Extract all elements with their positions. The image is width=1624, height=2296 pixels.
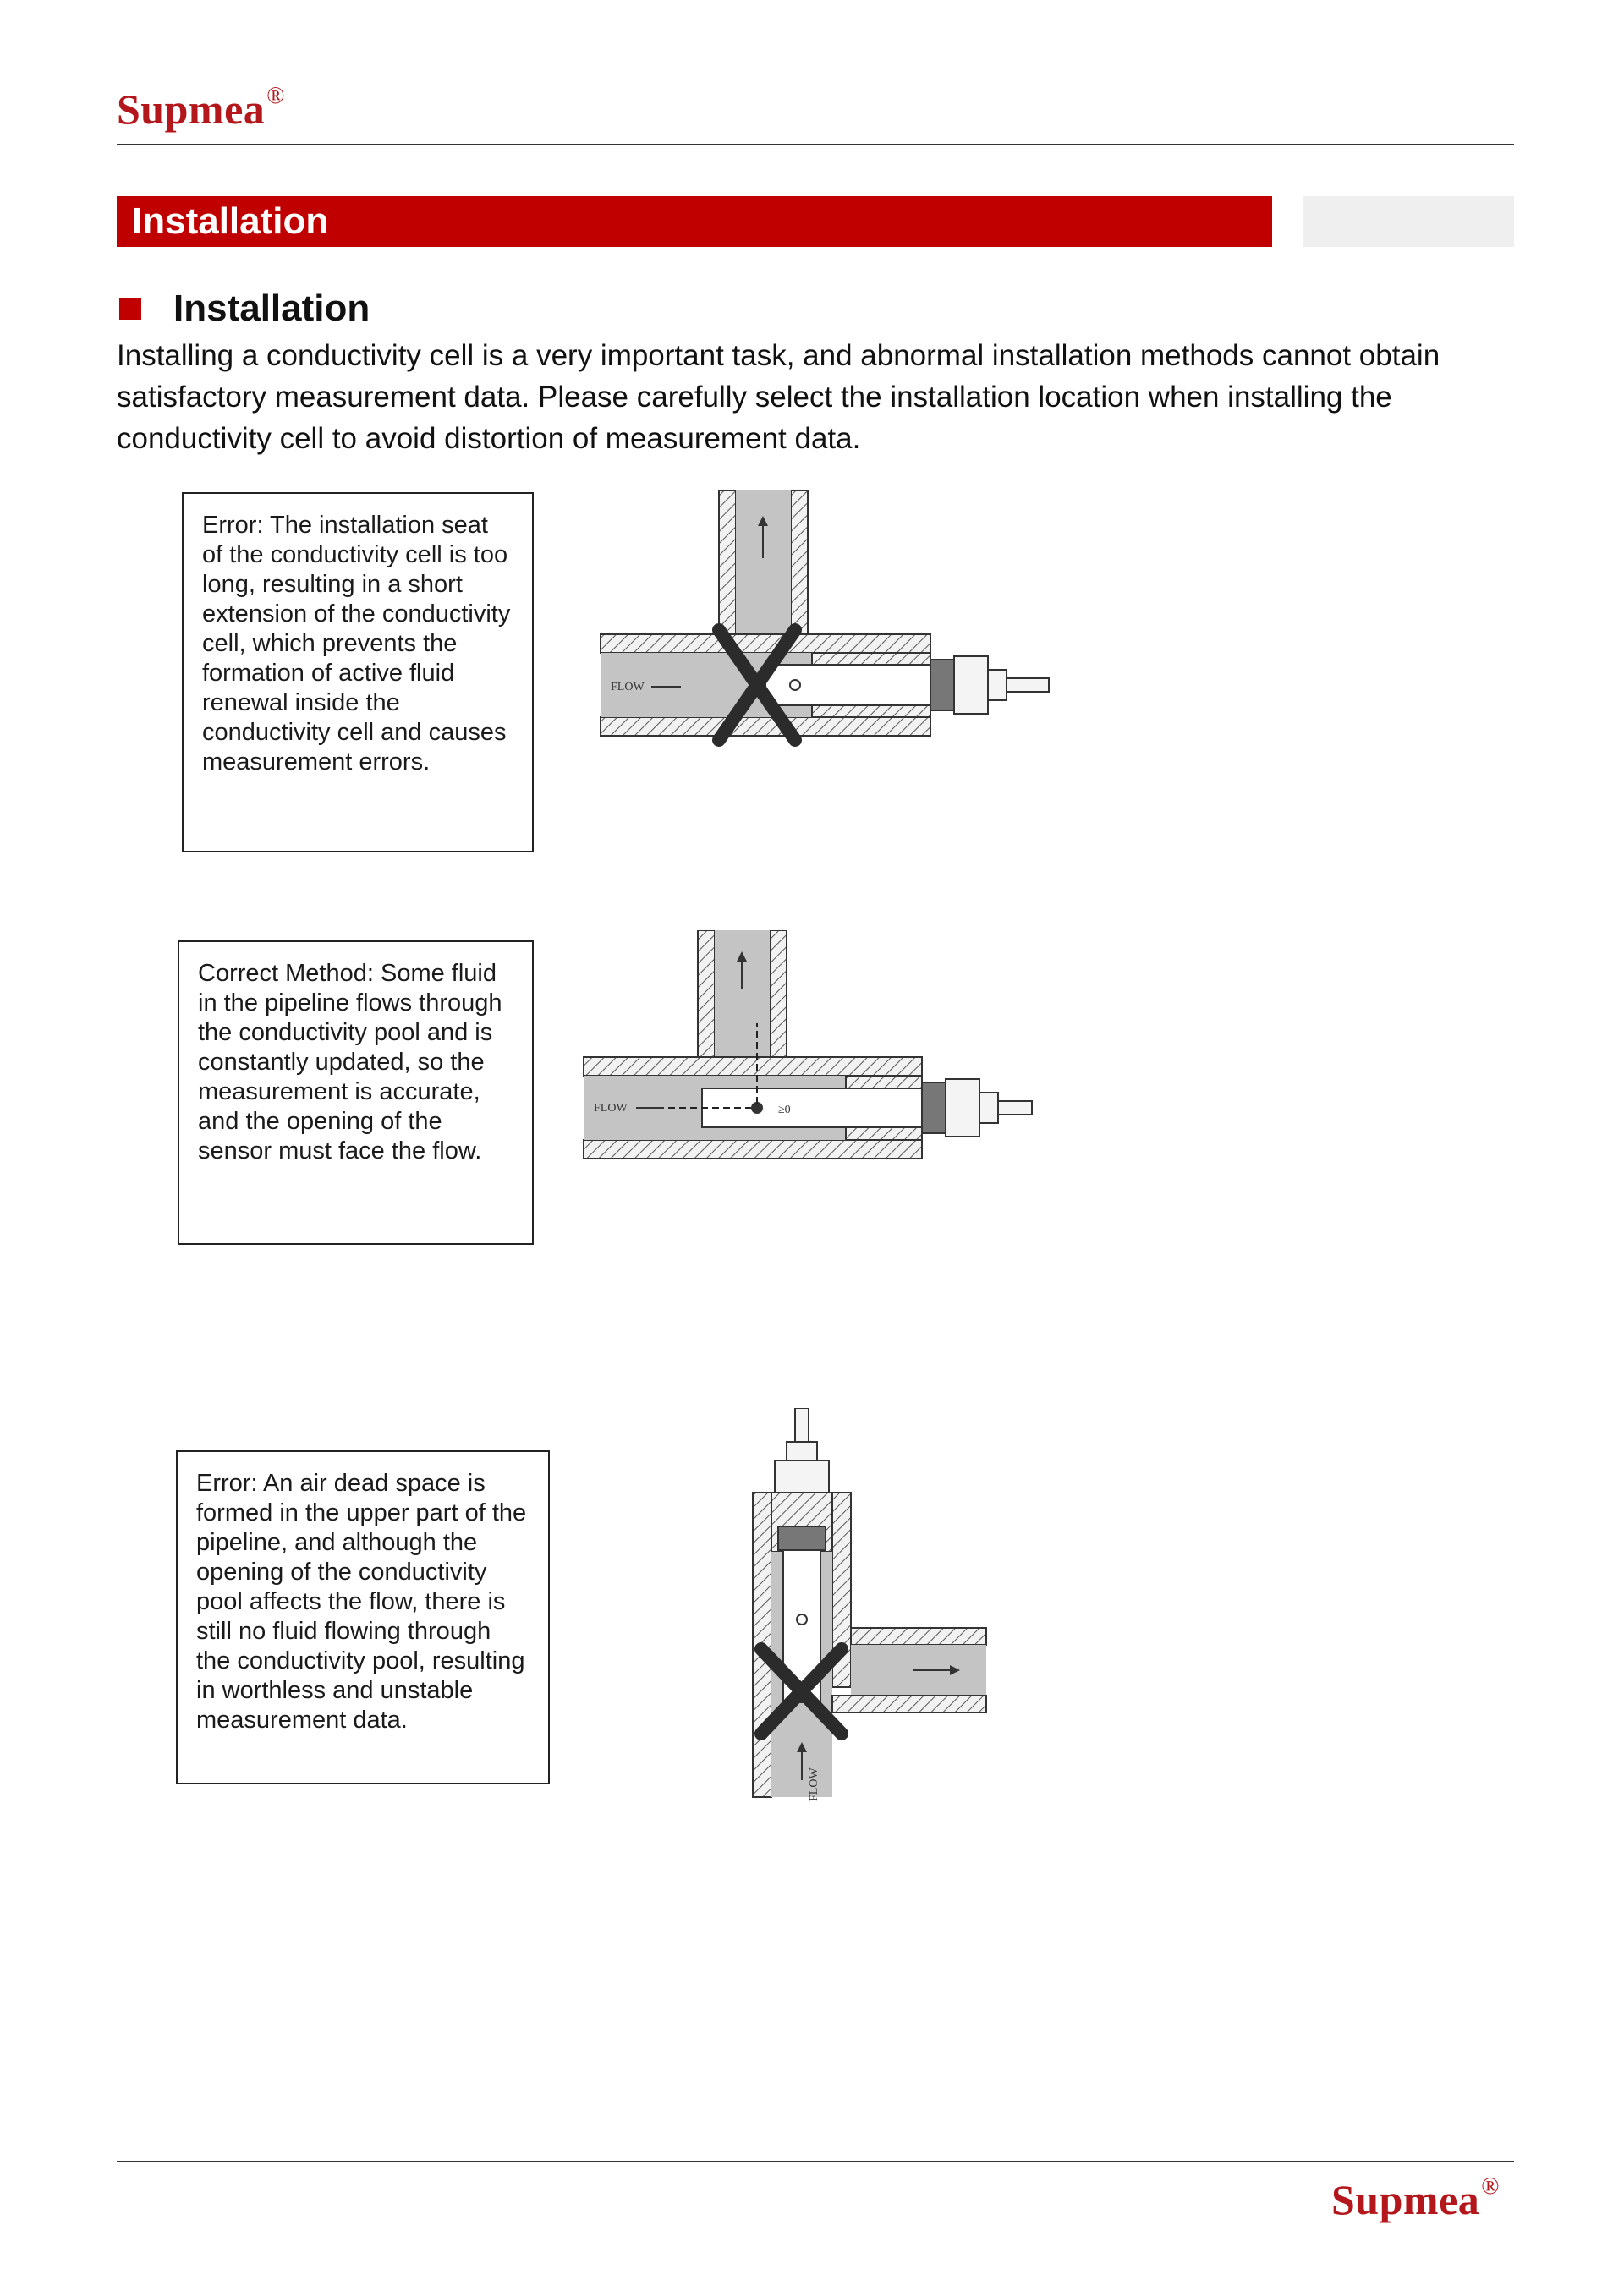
tee-wall-bottom [584, 1140, 922, 1159]
note-text-3: Error: An air dead space is formed in the upper part of the pipeline, and although the opening of the conductivity pool affects the flow, there is still no fluid flowing through the conductivity pool, resulting in worthless and unstable measurement data. [196, 1470, 527, 1734]
footer-logo [1331, 2173, 1500, 2224]
banner-tab [1303, 196, 1514, 247]
flow-label: FLOW [594, 1102, 628, 1115]
section-heading: Installation [173, 288, 370, 329]
sensor-neck [979, 1093, 998, 1123]
header-rule [117, 144, 1514, 145]
sensor-thread [930, 660, 954, 710]
header-logo [117, 83, 285, 134]
sensor-opening [751, 1102, 763, 1114]
sensor-nut [954, 656, 988, 714]
note-text-1: Error: The installation seat of the conductivity cell is too long, resulting in a short extension of the conductivity cell, which prevents the formation of active fluid renewal inside the conductivity cell and causes measurement errors. [202, 512, 511, 775]
flow-label: FLOW [808, 1767, 820, 1801]
footer-logo-text: Supmea [1331, 2176, 1480, 2223]
flow-label: FLOW [611, 681, 645, 693]
section-bullet-icon [119, 298, 141, 320]
diagram-error-air-dead-space [744, 1408, 998, 1806]
sensor-cable [998, 1101, 1032, 1115]
pipe-wall-right [770, 930, 787, 1066]
intro-paragraph: Installing a conductivity cell is a very important task, and abnormal installation methods cannot obtain satisfactory measurement data. Please carefully select the installation location when installing the conductivity cell to avoid distortion of measurement data. [117, 339, 1440, 455]
note-box-1 [182, 492, 534, 852]
tee-wall-bottom [601, 717, 930, 736]
pipe-wall-left [719, 490, 736, 643]
note-box-3 [176, 1450, 550, 1784]
section-banner [117, 196, 1272, 247]
tee-wall-top [601, 634, 930, 653]
pipe-wall-left [698, 930, 715, 1066]
outlet-wall-bottom [832, 1696, 986, 1712]
note-text-2: Correct Method: Some fluid in the pipeline flows through the conductivity pool and is constantly updated, so the measurement is accurate, and the opening of the sensor must face the flow. [198, 960, 502, 1164]
footer-rule [117, 2161, 1514, 2162]
footer-registered-mark: ® [1481, 2173, 1501, 2200]
sensor-neck [988, 670, 1007, 700]
sensor-cable [795, 1408, 809, 1442]
diagram-correct-method [575, 930, 1049, 1184]
sensor-neck [787, 1442, 817, 1460]
pipe-bore-vertical [715, 930, 770, 1066]
banner-title: Installation [132, 200, 329, 242]
sensor-nut [775, 1460, 829, 1494]
tee-wall-top [584, 1057, 922, 1076]
pipe-wall-right [791, 490, 808, 643]
sensor-opening [790, 680, 800, 690]
header-registered-mark: ® [266, 83, 286, 109]
note-box-2 [178, 940, 534, 1245]
header-logo-text: Supmea [117, 85, 266, 133]
sensor-cable [1007, 678, 1049, 692]
sensor-opening [797, 1614, 807, 1625]
pipe-bore-vertical [736, 490, 791, 643]
sensor-nut [946, 1079, 979, 1137]
sensor-thread [922, 1082, 946, 1133]
diagram-error-seat-too-long [592, 490, 1066, 761]
sensor-thread [778, 1526, 826, 1550]
outlet-wall-top [851, 1628, 986, 1645]
angle-label: ≥0 [778, 1104, 791, 1116]
